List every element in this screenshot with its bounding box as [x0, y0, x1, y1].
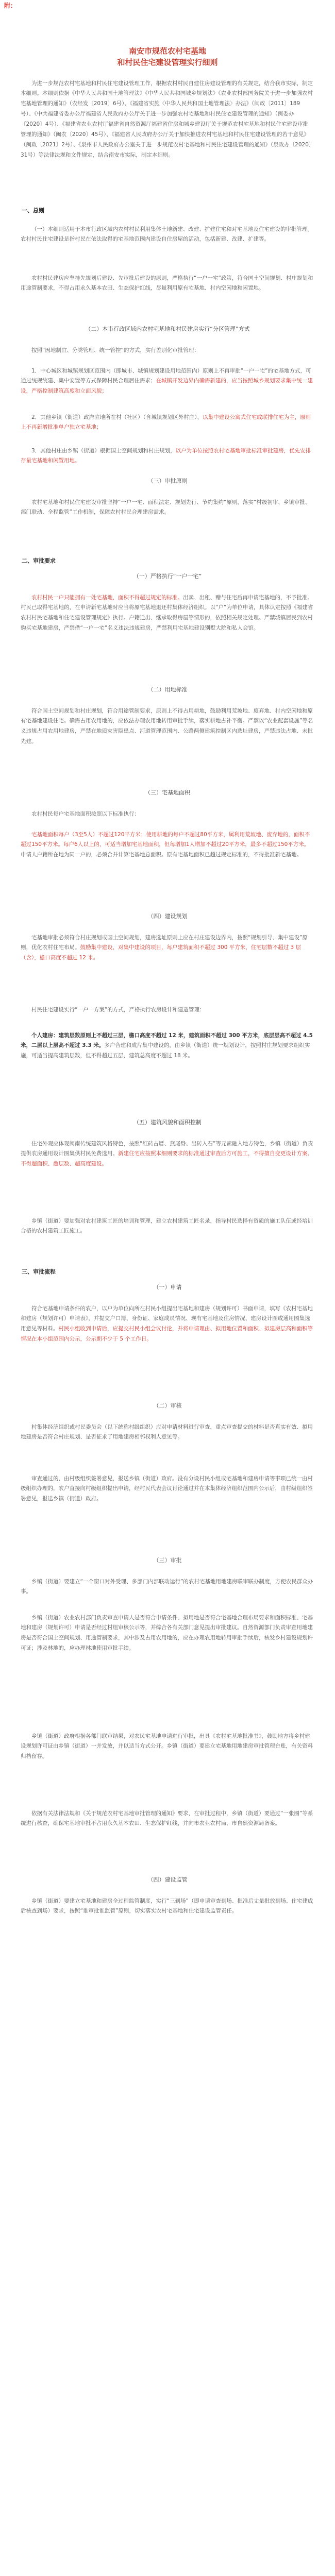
supervise-paragraph: 乡镇（街道）要建立宅基地和建房全过程监管制度，实行“三到场”（即申请审查到场、批准后丈量批放到场、住宅建成后核查到场）要求，按照“谁审批谁监管”原则，切实落实农村宅基地和住宅建设监管责任。 — [21, 1897, 313, 1914]
style-paragraph: 住宅外观应体现闽南传统建筑风格特色，按照“红砖古厝、燕尾脊、出砖入石”等元素融入地方特色，乡镇（街道）负责提供农房通用设计图集供村民免费选用。新建住宅应按照本细则要求的标准通过审查后方可施工，不得擅自变更设计方案、不得超面积、超层数、超高度建设。 — [21, 1140, 313, 1167]
sub-heading-review: （二）审核 — [153, 1402, 182, 1409]
intro-paragraph: 为进一步规范农村宅基地和村民住宅建设管理工作，根据农村村民自建住房建设管理的有关规定，结合我市实际，制定本细则。本细则依据《中华人民共和国土地管理法》《中华人民共和国城乡规划法》《农业农村部国务院关于进一步加强农村宅基地管理的通知》（农经发〔2019〕6号）、《福建省实施〈中华人民共和国土地管理法〉办法》（闽政〔2011〕189号）、《中共福建省委办公厅福建省人民政府办公厅关于进一步加强农村宅基地和村民住宅建设管理的通知》（闽委办〔2020〕4号）、《福建省农业农村厅福建省自然资源厅福建省住房和城乡建设厅关于规范农村宅基地和村民住宅建设审批管理的通知》（闽农〔2020〕45号）、《福建省人民政府办公厅关于加快推进农村宅基地和村民住宅建设管理的若干意见》（闽政〔2021〕2号）、《泉州市人民政府办公室关于进一步规范农村宅基地和村民住宅建设管理的通知》（泉政办〔2020〕31号）等法律法规和文件规定，结合南安市实际，制定本细则。 — [21, 80, 313, 159]
building-lead: 村民住宅建设实行“一户一方案”的方式，严格执行农房设计和建造管理： — [31, 1006, 205, 1013]
doc-title-line-2: 和村民住宅建设管理实行细则 — [117, 58, 218, 67]
approve-paragraph-4: 依据有关法律法规和《关于规范农村宅基地审批管理的通知》要求，在审批过程中，乡镇（街道）要通过“一张图”等系统进行核查，确保宅基地审批不占用永久基本农田、生态保护红线，并向市农业农村局、市自然资源局备案。 — [21, 1810, 313, 1827]
approve-paragraph-3: 乡镇（街道）政府根据各部门联审结果，对农民宅基地申请进行审批，出具《农村宅基地批准书》，鼓励地方将乡村建设规划许可证由乡镇（街道）一并发放，并以适当方式公开。乡镇（街道）要建立宅基地用地建房审批管理台账，有关资料归档留存。 — [21, 1733, 313, 1760]
area-lead: 农村村民每户宅基地面积按照以下标准执行： — [31, 810, 140, 817]
sub-heading-one-house: （一）严格执行“一户一宅” — [133, 573, 202, 580]
sub-heading-style: （五）建筑风貌和面积控制 — [133, 1119, 202, 1126]
principle-paragraph: 农村宅基地和村民住宅建设审批坚持“一户一宅、面积法定、规划先行、节约集约”原则，落实“村级初审、乡镇审批、部门联动、全程监管”工作机制，保障农村村民合理建房需求。 — [21, 499, 311, 516]
zone-item-3: 3．其他村庄由乡镇（街道）根据国土空间规划和村庄规划，以户为单位按照农村宅基地审批标准审批建房，优先安排存量宅基地和闲置用地。 — [21, 447, 311, 464]
attachment-label: 附： — [4, 2, 17, 9]
sub-heading-principles: （三）审批原则 — [147, 478, 188, 484]
sub-heading-area: （三）宅基地面积 — [145, 789, 190, 796]
sub-heading-supervise: （四）建设监管 — [147, 1876, 188, 1883]
doc-title-line-1: 南安市规范农村宅基地 — [128, 46, 206, 56]
approve-paragraph: 乡镇（街道）要建立“一个窗口对外受理、多部门内部联动运行”的农村宅基地用地建房联审联办制度，方便农民群众办事。 — [21, 1578, 313, 1595]
sub-heading-approve: （三）审批 — [153, 1557, 182, 1564]
height-limit-paragraph: 个人建房：建筑层数原则上不超过三层，檐口高度不超过 12 米，建筑面积不超过 300 平方米，底层层高不超过 4.5 米，二层以上层高不超过 3.3 米。多户合建和成片集中建设的，由乡镇（街道）统一规划设计，按照村庄规划要求组织实施，可适当提高建筑层数，但不得超过五层，建筑总高度不超过 18 米。 — [21, 1032, 313, 1059]
scope-paragraph: （一）本细则适用于本市行政区域内农村村民利用集体土地新建、改建、扩建住宅和对宅基地及住宅建设的审批管理。农村村民住宅建设是指村民在依法取得的宅基地范围内建设自住房屋的活动，包括新建、改建、扩建等。 — [21, 226, 313, 243]
sub-heading-apply: （一）申请 — [153, 1284, 182, 1291]
section-heading-process: 三、审批流程 — [22, 1268, 56, 1275]
section-heading-requirements: 二、审批要求 — [22, 557, 56, 564]
review-paragraph-2: 审查通过的，由村级组织签署意见，报送乡镇（街道）政府。没有分设村民小组或宅基地和建房申请等事项已统一由村级组织办理的，农户直接向村级组织提出申请，经村民代表会议讨论通过并在本集体经济组织范围内公示后，由村级组织签署意见，报送乡镇（街道）政府。 — [21, 1475, 313, 1502]
review-paragraph: 村集体经济组织或村民委员会（以下统称村级组织）应对申请材料进行审查，重点审查提交的材料是否真实有效、拟用地建房是否符合村庄规划、是否征求了用地建房相邻权利人意见等。 — [21, 1423, 313, 1440]
zone-item-2: 2．其他乡镇（街道）政府驻地所在村（社区）（含城镇规划区外村庄），以集中建设公寓式住宅或联排住宅为主，原则上不再新增批准单户独立宅基地； — [21, 414, 311, 431]
zone-item-1: 1．中心城区和城镇规划区范围内（即城市、城镇规划建设用地范围内）原则上不再审批“一户一宅”的宅基地方式，可通过统规统建、集中安置等方式保障村民合理居住需求；在城镇开发边界内确需新建的，应当按照城乡规划要求集中统一建设，严格控制建筑高度和立面风貌； — [21, 367, 313, 395]
apply-paragraph: 符合宅基地申请条件的农户，以户为单位向所在村民小组提出宅基地和建房（规划许可）书面申请，填写《农村宅基地和建房（规划许可）申请表》，并提交户口簿、身份证、家庭成员情况、现有宅基地及住房情况、建房设计图或通用图集选用意见等材料。村民小组收到申请后，应提交村民小组会议讨论，并将申请理由、拟用地位置和面积、拟建房层高和面积等情况在本小组范围内公示，公示期不少于 5 个工作日。 — [21, 1305, 313, 1343]
section-heading-general: 一、总则 — [22, 207, 44, 214]
sub-heading-land-use: （二）用地标准 — [147, 686, 188, 693]
sub-heading-zoning: （二）本市行政区域内农村宅基地和村民建房实行“分区管理”方式 — [85, 326, 250, 332]
zoning-description: 按照“因地制宜、分类管理、统一管控”的方式，实行差别化审批管理： — [31, 347, 199, 353]
one-house-paragraph: 农村村民一户只能拥有一处宅基地，面积不得超过规定的标准。出卖、出租、赠与住宅后再申请宅基地的，不予批准。村民已取得宅基地的，在申请新宅基地时应当将原宅基地退还村集体经济组织。以“户”为单位申请，具体认定按照《福建省农村村民宅基地和住宅建设管理规定》执行。户籍迁出、继承取得房屋等情形的，依照相关规定处理。严禁城镇居民到农村购买宅基地建房，严禁借“一户一宅”名义违法违规建房，严禁利用宅基地建设别墅大院和私人会馆。 — [21, 594, 313, 632]
style-paragraph-2: 乡镇（街道）要加强对农村建筑工匠的培训和管理，建立农村建筑工匠名录，指导村民选择有资质的施工队伍或经培训合格的农村建筑工匠施工。 — [21, 1217, 313, 1234]
land-use-paragraph: 符合国土空间规划和村庄规划，符合用途管制要求，原则上不得占用耕地，鼓励利用荒坡地、废弃地、村内空闲地和原有宅基地建设住宅。确需占用农用地的，应依法办理农用地转用审批手续，落实耕地占补平衡。严禁以“农业配套设施”等名义违规占用农用地建房，严禁在地质灾害隐患点、河道管理范围内、公路两侧建筑控制区内选址建房，严禁违法占地、未批先建。 — [21, 707, 313, 745]
area-standard: 宅基地面积每户（3至5人）不超过120平方米；使用耕地的每户不超过80平方米，属利用荒坡地、废弃地的，面积不超过150平方米。每户6人以上的，可适当增加宅基地面积，但每增加1人增加不超过20平方米，最多不超过150平方米。申请人户籍所在地为同一户的，必须合并计算宅基地总面积。原有宅基地面积已超过规定标准的，不得批准新宅基地。 — [21, 831, 310, 858]
scope-paragraph-2: 农村村民建房应坚持先规划后建设、先审批后建设的原则，严格执行“一户一宅”政策，符合国土空间规划、村庄规划和用途管制要求，不得占用永久基本农田、生态保护红线，尽量利用原有宅基地、村内空闲地和闲置地。 — [21, 275, 313, 292]
approve-paragraph-2: 乡镇（街道）农业农村部门负责审查申请人是否符合申请条件、拟用地是否符合宅基地合理布局要求和面积标准、宅基地和建房（规划许可）申请是否经过村组审核公示等，并综合各有关部门意见提出审批建议。自然资源部门负责审查用地建房是否符合国土空间规划、用途管制要求，其中涉及占用农用地的，应在办理农用地转用审批手续后，核发乡村建设规划许可证；涉及林地的，应办理林地使用审批手续。 — [21, 1614, 313, 1652]
planning-paragraph: 宅基地审批必须符合村庄规划或国土空间规划，建房选址原则上应在村庄建设边界内，按照“规划引导、集中建设”原则，优化农村住宅布局。鼓励集中建设，对集中建设的项目，每户建筑面积不超过 300 平方米，住宅层数不超过 3 层（含），檐口高度不超过 12 米。 — [21, 934, 308, 961]
sub-heading-planning: （四）建设规划 — [147, 913, 188, 920]
